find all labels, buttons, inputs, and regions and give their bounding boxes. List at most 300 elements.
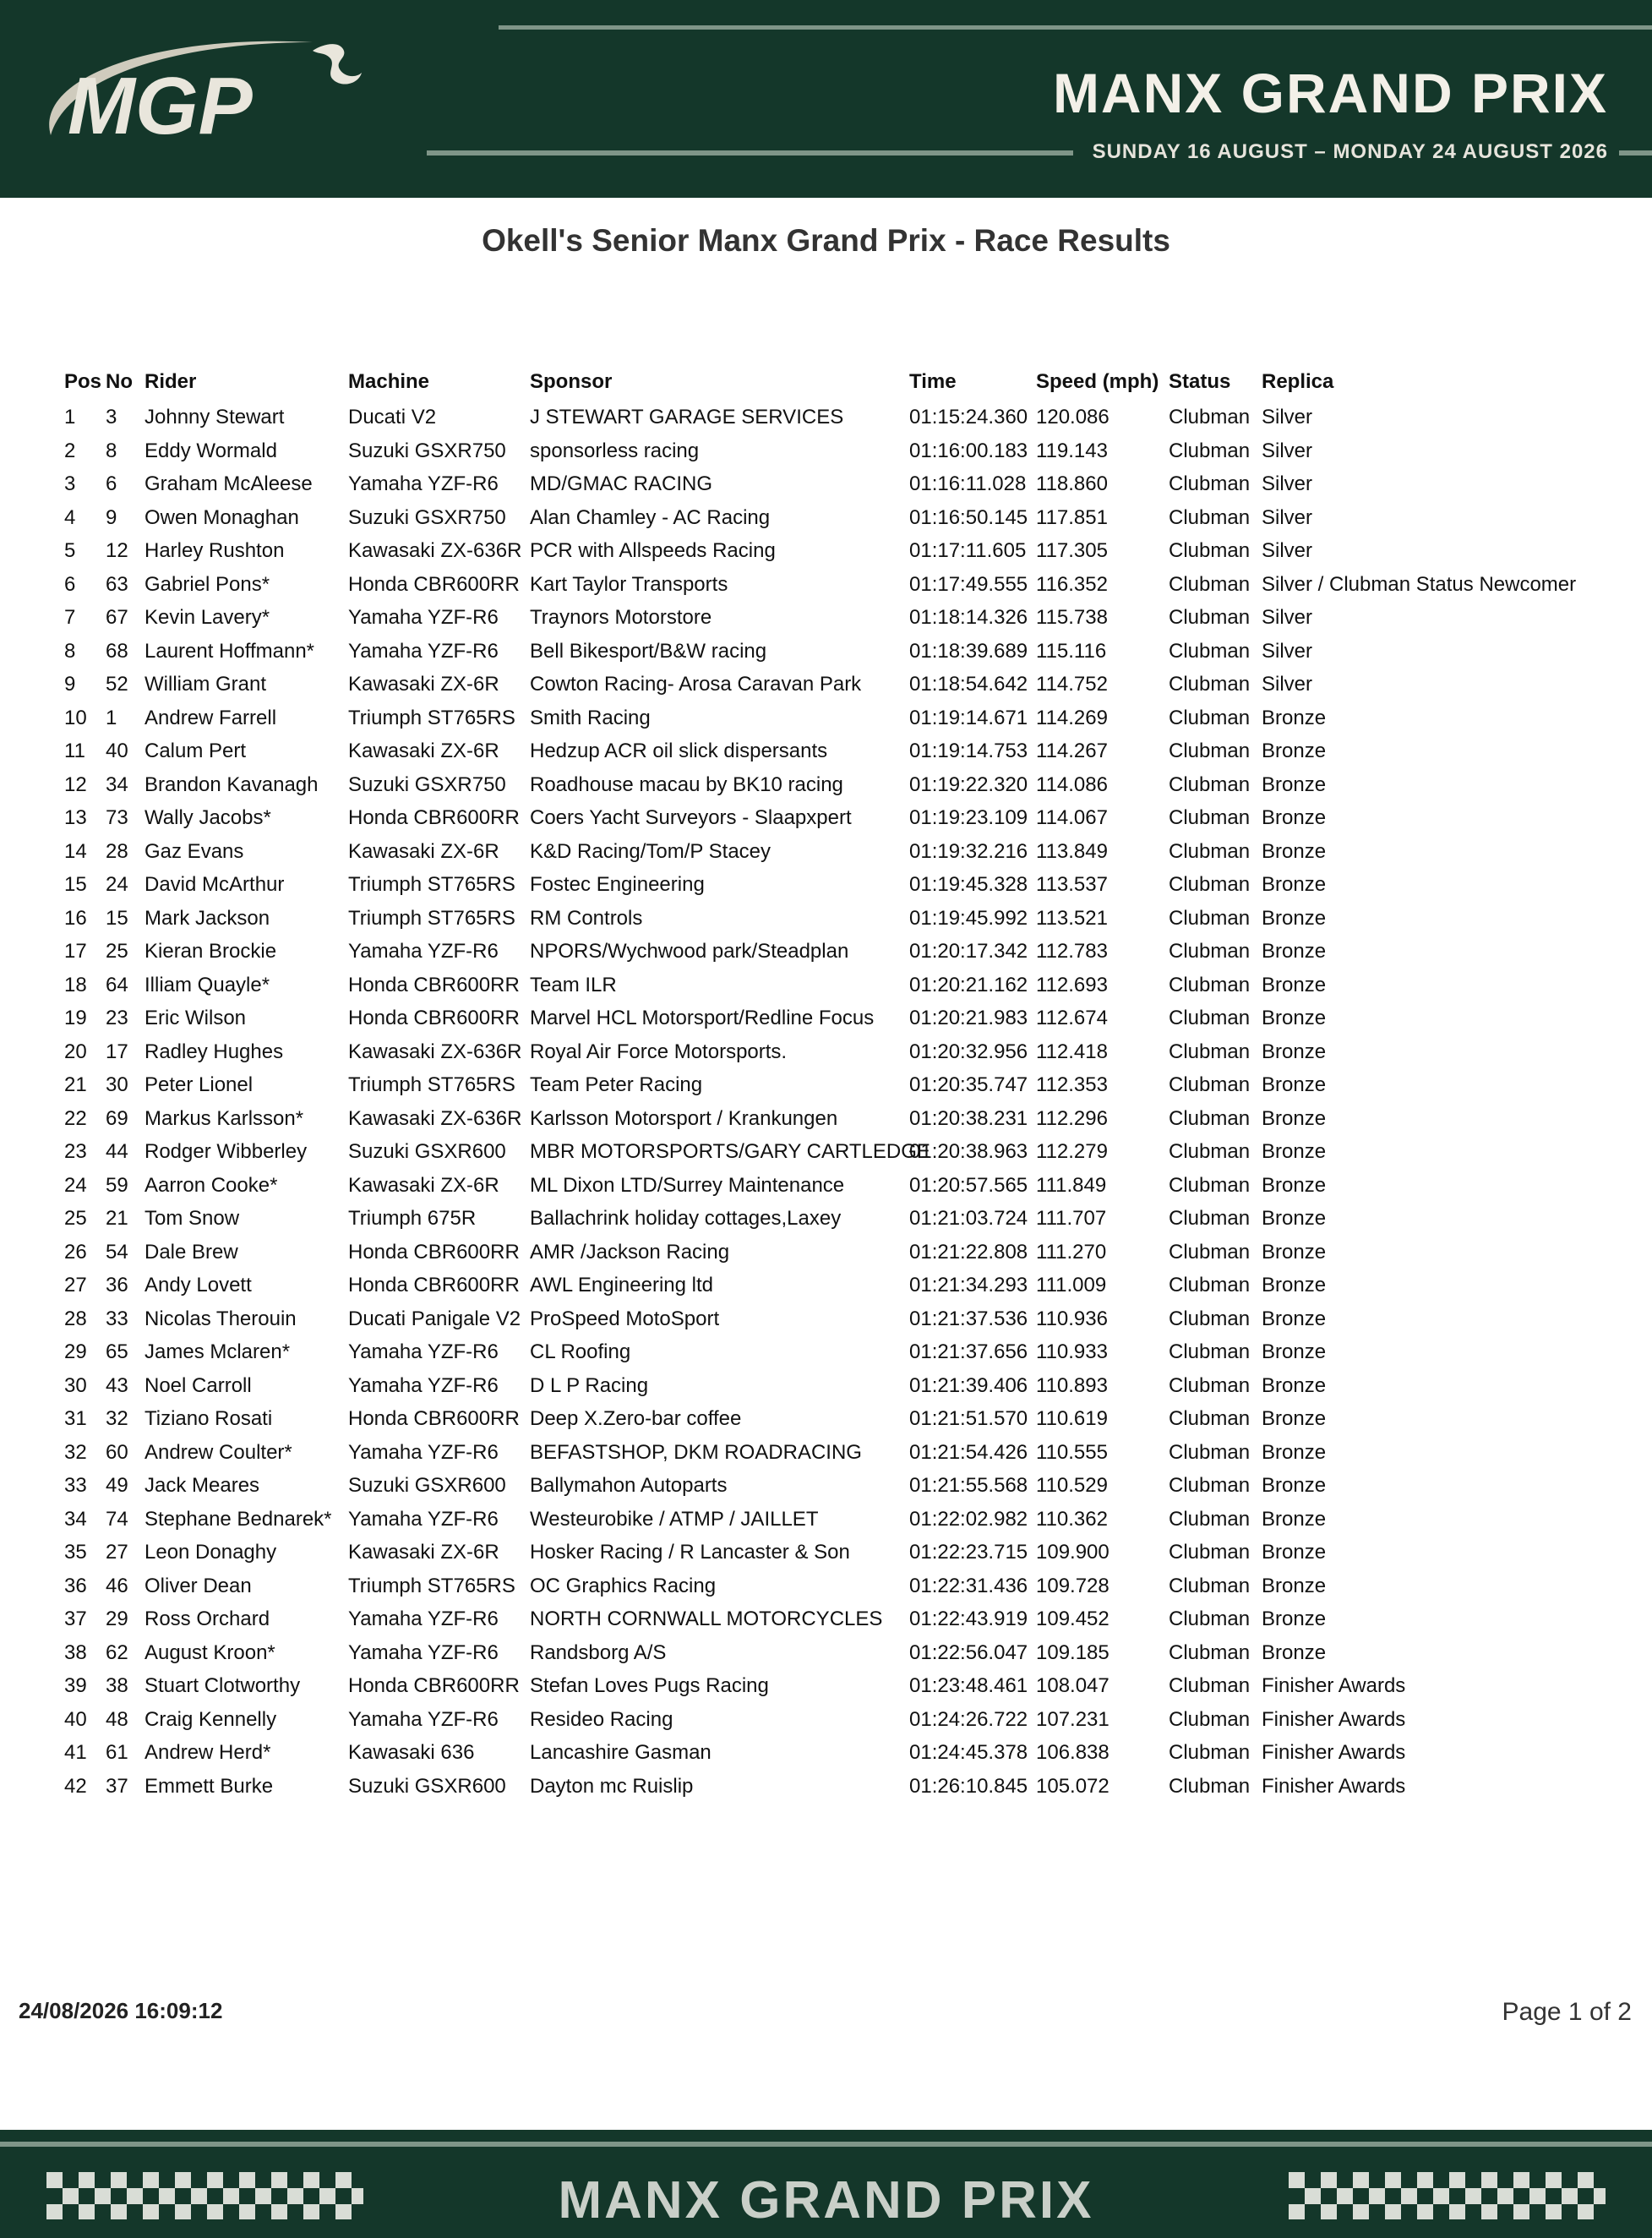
cell-pos: 28 [64, 1307, 87, 1330]
cell-machine: Honda CBR600RR [348, 1274, 520, 1296]
cell-rider: Markus Karlsson* [144, 1106, 304, 1130]
footer-banner [0, 2130, 1652, 2238]
cell-pos: 24 [64, 1173, 87, 1197]
cell-time: 01:17:11.605 [909, 539, 1027, 562]
cell-time: 01:22:02.982 [909, 1507, 1028, 1531]
page-number: Page 1 of 2 [1502, 1998, 1632, 2026]
cell-machine: Triumph ST765RS [348, 1073, 515, 1096]
generated-timestamp: 24/08/2026 16:09:12 [19, 1998, 223, 2023]
cell-time: 01:16:00.183 [909, 439, 1028, 462]
cell-status: Clubman [1169, 806, 1251, 829]
cell-time: 01:19:45.992 [909, 906, 1028, 930]
cell-no: 69 [106, 1106, 128, 1130]
cell-status: Clubman [1169, 505, 1251, 529]
cell-machine: Ducati V2 [348, 406, 437, 428]
cell-status: Clubman [1169, 606, 1251, 629]
cell-speed: 110.362 [1036, 1507, 1108, 1531]
cell-machine: Honda CBR600RR [348, 1407, 520, 1430]
cell-pos: 38 [64, 1640, 87, 1664]
cell-status: Clubman [1169, 1474, 1251, 1497]
cell-pos: 37 [64, 1608, 87, 1630]
cell-sponsor: MD/GMAC RACING [530, 472, 712, 495]
cell-status: Clubman [1169, 772, 1251, 796]
cell-sponsor: RM Controls [530, 906, 643, 930]
cell-sponsor: Randsborg A/S [530, 1640, 667, 1664]
cell-replica: Silver / Clubman Status Newcomer [1262, 572, 1577, 596]
cell-rider: Gabriel Pons* [144, 572, 270, 596]
cell-replica: Bronze [1262, 1608, 1327, 1630]
cell-status: Clubman [1169, 439, 1251, 462]
cell-rider: David McArthur [144, 873, 285, 896]
cell-replica: Silver [1262, 606, 1313, 629]
cell-replica: Bronze [1262, 839, 1327, 863]
cell-status: Clubman [1169, 1574, 1251, 1597]
page-title: Okell's Senior Manx Grand Prix - Race Results [482, 223, 1170, 258]
cell-sponsor: Deep X.Zero-bar coffee [530, 1407, 742, 1430]
cell-pos: 32 [64, 1440, 87, 1464]
cell-speed: 109.185 [1036, 1640, 1110, 1664]
cell-time: 01:26:10.845 [909, 1774, 1028, 1798]
cell-status: Clubman [1169, 1240, 1251, 1264]
cell-rider: Emmett Burke [144, 1774, 274, 1798]
cell-machine: Honda CBR600RR [348, 1674, 520, 1697]
cell-replica: Bronze [1262, 1106, 1327, 1130]
cell-rider: Kevin Lavery* [144, 606, 270, 629]
cell-replica: Silver [1262, 539, 1313, 562]
cell-no: 24 [106, 873, 128, 896]
cell-time: 01:16:11.028 [909, 472, 1027, 495]
cell-sponsor: Hedzup ACR oil slick dispersants [530, 740, 828, 762]
cell-no: 30 [106, 1073, 128, 1096]
cell-machine: Suzuki GSXR750 [348, 439, 506, 462]
cell-machine: Kawasaki ZX-6R [348, 740, 499, 762]
cell-speed: 114.267 [1036, 740, 1108, 762]
cell-time: 01:19:22.320 [909, 772, 1028, 796]
cell-pos: 34 [64, 1507, 87, 1531]
cell-sponsor: Team ILR [530, 973, 617, 996]
cell-no: 29 [106, 1608, 128, 1630]
cell-replica: Silver [1262, 505, 1313, 529]
cell-machine: Honda CBR600RR [348, 973, 520, 996]
cell-replica: Bronze [1262, 706, 1327, 729]
cell-status: Clubman [1169, 1106, 1251, 1130]
cell-machine: Yamaha YZF-R6 [348, 472, 499, 495]
cell-rider: Andrew Herd* [144, 1741, 271, 1764]
cell-rider: Peter Lionel [144, 1073, 254, 1096]
cell-pos: 20 [64, 1040, 87, 1063]
cell-rider: Aarron Cooke* [144, 1173, 278, 1197]
cell-rider: Johnny Stewart [144, 406, 285, 428]
cell-status: Clubman [1169, 1274, 1251, 1296]
cell-speed: 109.900 [1036, 1541, 1110, 1564]
cell-rider: Harley Rushton [144, 539, 285, 562]
cell-sponsor: Kart Taylor Transports [530, 572, 728, 596]
cell-replica: Finisher Awards [1262, 1674, 1406, 1697]
cell-speed: 111.849 [1036, 1173, 1107, 1197]
cell-sponsor: J STEWART GARAGE SERVICES [530, 406, 844, 428]
cell-no: 38 [106, 1674, 128, 1697]
column-header-time: Time [909, 370, 957, 393]
cell-speed: 112.783 [1036, 940, 1108, 963]
cell-time: 01:20:21.983 [909, 1007, 1028, 1029]
cell-time: 01:20:35.747 [909, 1073, 1028, 1096]
cell-rider: Andrew Farrell [144, 706, 277, 729]
cell-sponsor: Karlsson Motorsport / Krankungen [530, 1106, 838, 1130]
cell-speed: 106.838 [1036, 1741, 1110, 1764]
cell-speed: 115.738 [1036, 606, 1108, 629]
cell-time: 01:20:21.162 [909, 973, 1028, 996]
cell-sponsor: Coers Yacht Surveyors - Slaapxpert [530, 806, 852, 829]
cell-machine: Yamaha YZF-R6 [348, 1608, 499, 1630]
cell-no: 46 [106, 1574, 128, 1597]
cell-machine: Triumph 675R [348, 1207, 477, 1230]
cell-status: Clubman [1169, 740, 1251, 762]
cell-status: Clubman [1169, 1140, 1251, 1163]
cell-rider: Stuart Clotworthy [144, 1674, 301, 1697]
cell-status: Clubman [1169, 1007, 1251, 1029]
cell-replica: Bronze [1262, 1574, 1327, 1597]
cell-speed: 113.849 [1036, 839, 1108, 863]
cell-no: 36 [106, 1274, 128, 1296]
cell-speed: 114.067 [1036, 806, 1108, 829]
cell-rider: Tiziano Rosati [144, 1407, 273, 1430]
cell-speed: 114.086 [1036, 772, 1108, 796]
cell-no: 44 [106, 1140, 128, 1163]
cell-pos: 22 [64, 1106, 87, 1130]
cell-machine: Yamaha YZF-R6 [348, 940, 499, 963]
cell-rider: Eric Wilson [144, 1007, 247, 1029]
cell-sponsor: D L P Racing [530, 1373, 649, 1397]
column-header-status: Status [1169, 370, 1231, 393]
cell-status: Clubman [1169, 1173, 1251, 1197]
cell-sponsor: Cowton Racing- Arosa Caravan Park [530, 673, 862, 696]
cell-machine: Honda CBR600RR [348, 806, 520, 829]
cell-pos: 17 [64, 940, 87, 963]
cell-rider: Brandon Kavanagh [144, 772, 319, 796]
cell-replica: Bronze [1262, 1073, 1327, 1096]
cell-time: 01:24:45.378 [909, 1741, 1028, 1764]
cell-machine: Kawasaki ZX-636R [348, 539, 522, 562]
cell-replica: Bronze [1262, 740, 1327, 762]
cell-time: 01:22:56.047 [909, 1640, 1028, 1664]
cell-pos: 2 [64, 439, 76, 462]
cell-status: Clubman [1169, 1608, 1251, 1630]
cell-rider: Andy Lovett [144, 1274, 252, 1296]
cell-sponsor: Dayton mc Ruislip [530, 1774, 694, 1798]
cell-status: Clubman [1169, 673, 1251, 696]
cell-sponsor: MBR MOTORSPORTS/GARY CARTLEDGE [530, 1140, 930, 1163]
cell-time: 01:20:38.963 [909, 1140, 1028, 1163]
cell-sponsor: BEFASTSHOP, DKM ROADRACING [530, 1440, 862, 1464]
cell-no: 63 [106, 572, 128, 596]
cell-replica: Bronze [1262, 973, 1327, 996]
cell-pos: 11 [64, 740, 85, 762]
cell-status: Clubman [1169, 1741, 1251, 1764]
cell-no: 27 [106, 1541, 128, 1564]
cell-machine: Kawasaki ZX-6R [348, 1173, 499, 1197]
cell-machine: Honda CBR600RR [348, 1240, 520, 1264]
checkered-flag-right [1289, 2172, 1606, 2219]
cell-rider: Kieran Brockie [144, 940, 277, 963]
cell-sponsor: Lancashire Gasman [530, 1741, 712, 1764]
cell-status: Clubman [1169, 1541, 1251, 1564]
cell-status: Clubman [1169, 973, 1251, 996]
cell-time: 01:21:03.724 [909, 1207, 1028, 1230]
cell-pos: 5 [64, 539, 76, 562]
cell-time: 01:21:51.570 [909, 1407, 1028, 1430]
cell-status: Clubman [1169, 572, 1251, 596]
cell-pos: 27 [64, 1274, 87, 1296]
cell-machine: Kawasaki ZX-6R [348, 839, 499, 863]
cell-machine: Yamaha YZF-R6 [348, 1640, 499, 1664]
cell-status: Clubman [1169, 1373, 1251, 1397]
cell-speed: 111.009 [1036, 1274, 1107, 1296]
header-stripe [1619, 150, 1652, 156]
cell-pos: 26 [64, 1240, 87, 1264]
cell-sponsor: Smith Racing [530, 706, 651, 729]
cell-replica: Bronze [1262, 772, 1327, 796]
cell-replica: Bronze [1262, 1140, 1327, 1163]
cell-rider: Graham McAleese [144, 472, 313, 495]
cell-replica: Bronze [1262, 806, 1327, 829]
cell-time: 01:19:23.109 [909, 806, 1028, 829]
cell-machine: Yamaha YZF-R6 [348, 1507, 499, 1531]
column-header-replica: Replica [1262, 370, 1334, 393]
cell-no: 1 [106, 706, 117, 729]
cell-pos: 3 [64, 472, 76, 495]
cell-status: Clubman [1169, 706, 1251, 729]
cell-pos: 12 [64, 772, 87, 796]
cell-replica: Bronze [1262, 1340, 1327, 1363]
cell-sponsor: PCR with Allspeeds Racing [530, 539, 776, 562]
cell-no: 33 [106, 1307, 128, 1330]
cell-rider: Tom Snow [144, 1207, 240, 1230]
cell-replica: Bronze [1262, 873, 1327, 896]
cell-speed: 112.418 [1036, 1040, 1108, 1063]
cell-no: 62 [106, 1640, 128, 1664]
cell-rider: Eddy Wormald [144, 439, 277, 462]
cell-time: 01:22:23.715 [909, 1541, 1028, 1564]
cell-pos: 6 [64, 572, 76, 596]
cell-speed: 117.851 [1036, 505, 1108, 529]
cell-machine: Yamaha YZF-R6 [348, 1340, 499, 1363]
cell-time: 01:21:37.656 [909, 1340, 1028, 1363]
cell-replica: Bronze [1262, 1541, 1327, 1564]
cell-rider: Illiam Quayle* [144, 973, 270, 996]
logo-text: MGP [68, 61, 253, 151]
cell-sponsor: Fostec Engineering [530, 873, 705, 896]
cell-pos: 7 [64, 606, 76, 629]
cell-no: 17 [106, 1040, 128, 1063]
cell-rider: Oliver Dean [144, 1574, 252, 1597]
cell-speed: 119.143 [1036, 439, 1108, 462]
header-banner [0, 0, 1652, 198]
cell-sponsor: NORTH CORNWALL MOTORCYCLES [530, 1608, 883, 1630]
cell-machine: Suzuki GSXR600 [348, 1474, 506, 1497]
cell-replica: Bronze [1262, 1640, 1327, 1664]
cell-replica: Bronze [1262, 1240, 1327, 1264]
cell-rider: Leon Donaghy [144, 1541, 277, 1564]
cell-pos: 21 [64, 1073, 87, 1096]
cell-machine: Triumph ST765RS [348, 873, 515, 896]
cell-time: 01:15:24.360 [909, 406, 1028, 428]
cell-status: Clubman [1169, 839, 1251, 863]
cell-time: 01:21:55.568 [909, 1474, 1028, 1497]
cell-sponsor: AWL Engineering ltd [530, 1274, 714, 1296]
cell-time: 01:21:22.808 [909, 1240, 1028, 1264]
cell-pos: 1 [64, 406, 76, 428]
cell-time: 01:20:57.565 [909, 1173, 1028, 1197]
cell-machine: Yamaha YZF-R6 [348, 1440, 499, 1464]
cell-no: 34 [106, 772, 128, 796]
cell-machine: Kawasaki ZX-636R [348, 1106, 522, 1130]
cell-no: 68 [106, 639, 128, 663]
cell-speed: 118.860 [1036, 472, 1108, 495]
cell-status: Clubman [1169, 1440, 1251, 1464]
cell-replica: Bronze [1262, 1007, 1327, 1029]
cell-pos: 40 [64, 1707, 87, 1731]
cell-sponsor: Stefan Loves Pugs Racing [530, 1674, 769, 1697]
cell-rider: Nicolas Therouin [144, 1307, 297, 1330]
cell-no: 49 [106, 1474, 128, 1497]
cell-no: 6 [106, 472, 117, 495]
cell-pos: 8 [64, 639, 76, 663]
cell-time: 01:21:54.426 [909, 1440, 1028, 1464]
cell-no: 61 [106, 1741, 128, 1764]
cell-sponsor: Hosker Racing / R Lancaster & Son [530, 1541, 850, 1564]
cell-machine: Kawasaki 636 [348, 1741, 475, 1764]
cell-speed: 112.693 [1036, 973, 1108, 996]
cell-time: 01:19:14.671 [909, 706, 1028, 729]
cell-replica: Bronze [1262, 1474, 1327, 1497]
cell-no: 60 [106, 1440, 128, 1464]
cell-no: 12 [106, 539, 128, 562]
cell-replica: Bronze [1262, 1173, 1327, 1197]
cell-status: Clubman [1169, 1340, 1251, 1363]
cell-speed: 112.279 [1036, 1140, 1108, 1163]
cell-machine: Kawasaki ZX-636R [348, 1040, 522, 1063]
cell-sponsor: ProSpeed MotoSport [530, 1307, 720, 1330]
cell-sponsor: ML Dixon LTD/Surrey Maintenance [530, 1173, 845, 1197]
cell-speed: 110.619 [1036, 1407, 1108, 1430]
cell-sponsor: Westeurobike / ATMP / JAILLET [530, 1507, 819, 1531]
cell-sponsor: Ballymahon Autoparts [530, 1474, 728, 1497]
cell-no: 54 [106, 1240, 128, 1264]
cell-no: 67 [106, 606, 128, 629]
cell-pos: 10 [64, 706, 87, 729]
cell-speed: 113.537 [1036, 873, 1108, 896]
cell-status: Clubman [1169, 472, 1251, 495]
cell-replica: Finisher Awards [1262, 1774, 1406, 1798]
cell-time: 01:17:49.555 [909, 572, 1028, 596]
cell-replica: Silver [1262, 439, 1313, 462]
cell-replica: Bronze [1262, 1307, 1327, 1330]
cell-pos: 35 [64, 1541, 87, 1564]
cell-pos: 39 [64, 1674, 87, 1697]
cell-machine: Yamaha YZF-R6 [348, 1373, 499, 1397]
cell-replica: Bronze [1262, 1207, 1327, 1230]
cell-time: 01:19:32.216 [909, 839, 1028, 863]
cell-sponsor: AMR /Jackson Racing [530, 1240, 730, 1264]
cell-machine: Suzuki GSXR600 [348, 1140, 506, 1163]
cell-speed: 117.305 [1036, 539, 1108, 562]
cell-sponsor: Royal Air Force Motorsports. [530, 1040, 788, 1063]
cell-pos: 13 [64, 806, 87, 829]
cell-sponsor: Team Peter Racing [530, 1073, 703, 1096]
cell-status: Clubman [1169, 1073, 1251, 1096]
cell-replica: Bronze [1262, 1373, 1327, 1397]
cell-machine: Yamaha YZF-R6 [348, 639, 499, 663]
cell-sponsor: Resideo Racing [530, 1707, 673, 1731]
cell-no: 52 [106, 673, 128, 696]
cell-pos: 31 [64, 1407, 87, 1430]
cell-time: 01:24:26.722 [909, 1707, 1028, 1731]
cell-time: 01:18:39.689 [909, 639, 1028, 663]
cell-status: Clubman [1169, 1640, 1251, 1664]
cell-status: Clubman [1169, 1040, 1251, 1063]
cell-replica: Bronze [1262, 1407, 1327, 1430]
cell-speed: 110.936 [1036, 1307, 1108, 1330]
cell-pos: 36 [64, 1574, 87, 1597]
cell-time: 01:20:32.956 [909, 1040, 1028, 1063]
cell-sponsor: Bell Bikesport/B&W racing [530, 639, 767, 663]
cell-rider: Wally Jacobs* [144, 806, 271, 829]
cell-no: 8 [106, 439, 117, 462]
cell-replica: Silver [1262, 639, 1313, 663]
cell-replica: Finisher Awards [1262, 1707, 1406, 1731]
cell-speed: 110.529 [1036, 1474, 1108, 1497]
cell-speed: 107.231 [1036, 1707, 1110, 1731]
cell-no: 59 [106, 1173, 128, 1197]
cell-status: Clubman [1169, 940, 1251, 963]
cell-replica: Bronze [1262, 1507, 1327, 1531]
cell-pos: 33 [64, 1474, 87, 1497]
cell-rider: August Kroon* [144, 1640, 275, 1664]
cell-speed: 115.116 [1036, 639, 1107, 663]
cell-time: 01:23:48.461 [909, 1674, 1028, 1697]
header-stripe [499, 25, 1652, 30]
cell-replica: Bronze [1262, 1440, 1327, 1464]
cell-no: 21 [106, 1207, 128, 1230]
cell-speed: 109.452 [1036, 1608, 1110, 1630]
cell-no: 3 [106, 406, 117, 428]
cell-rider: Laurent Hoffmann* [144, 639, 315, 663]
cell-machine: Suzuki GSXR750 [348, 772, 506, 796]
cell-speed: 108.047 [1036, 1674, 1110, 1697]
cell-speed: 105.072 [1036, 1774, 1110, 1798]
cell-pos: 29 [64, 1340, 87, 1363]
event-dates: SUNDAY 16 AUGUST – MONDAY 24 AUGUST 2026 [1092, 140, 1608, 163]
cell-speed: 112.296 [1036, 1106, 1108, 1130]
cell-no: 9 [106, 505, 117, 529]
cell-machine: Ducati Panigale V2 [348, 1307, 521, 1330]
cell-time: 01:20:17.342 [909, 940, 1028, 963]
footer-stripe [0, 2142, 1652, 2147]
footer-title: MANX GRAND PRIX [558, 2171, 1094, 2230]
cell-status: Clubman [1169, 1507, 1251, 1531]
header-title: MANX GRAND PRIX [1052, 62, 1608, 124]
cell-replica: Finisher Awards [1262, 1741, 1406, 1764]
cell-no: 40 [106, 740, 128, 762]
cell-rider: Owen Monaghan [144, 505, 299, 529]
column-header-sponsor: Sponsor [530, 370, 613, 393]
cell-no: 15 [106, 906, 128, 930]
cell-rider: Stephane Bednarek* [144, 1507, 332, 1531]
cell-pos: 30 [64, 1373, 87, 1397]
cell-rider: Andrew Coulter* [144, 1440, 292, 1464]
column-header-no: No [106, 370, 133, 393]
mgp-logo [34, 25, 389, 161]
